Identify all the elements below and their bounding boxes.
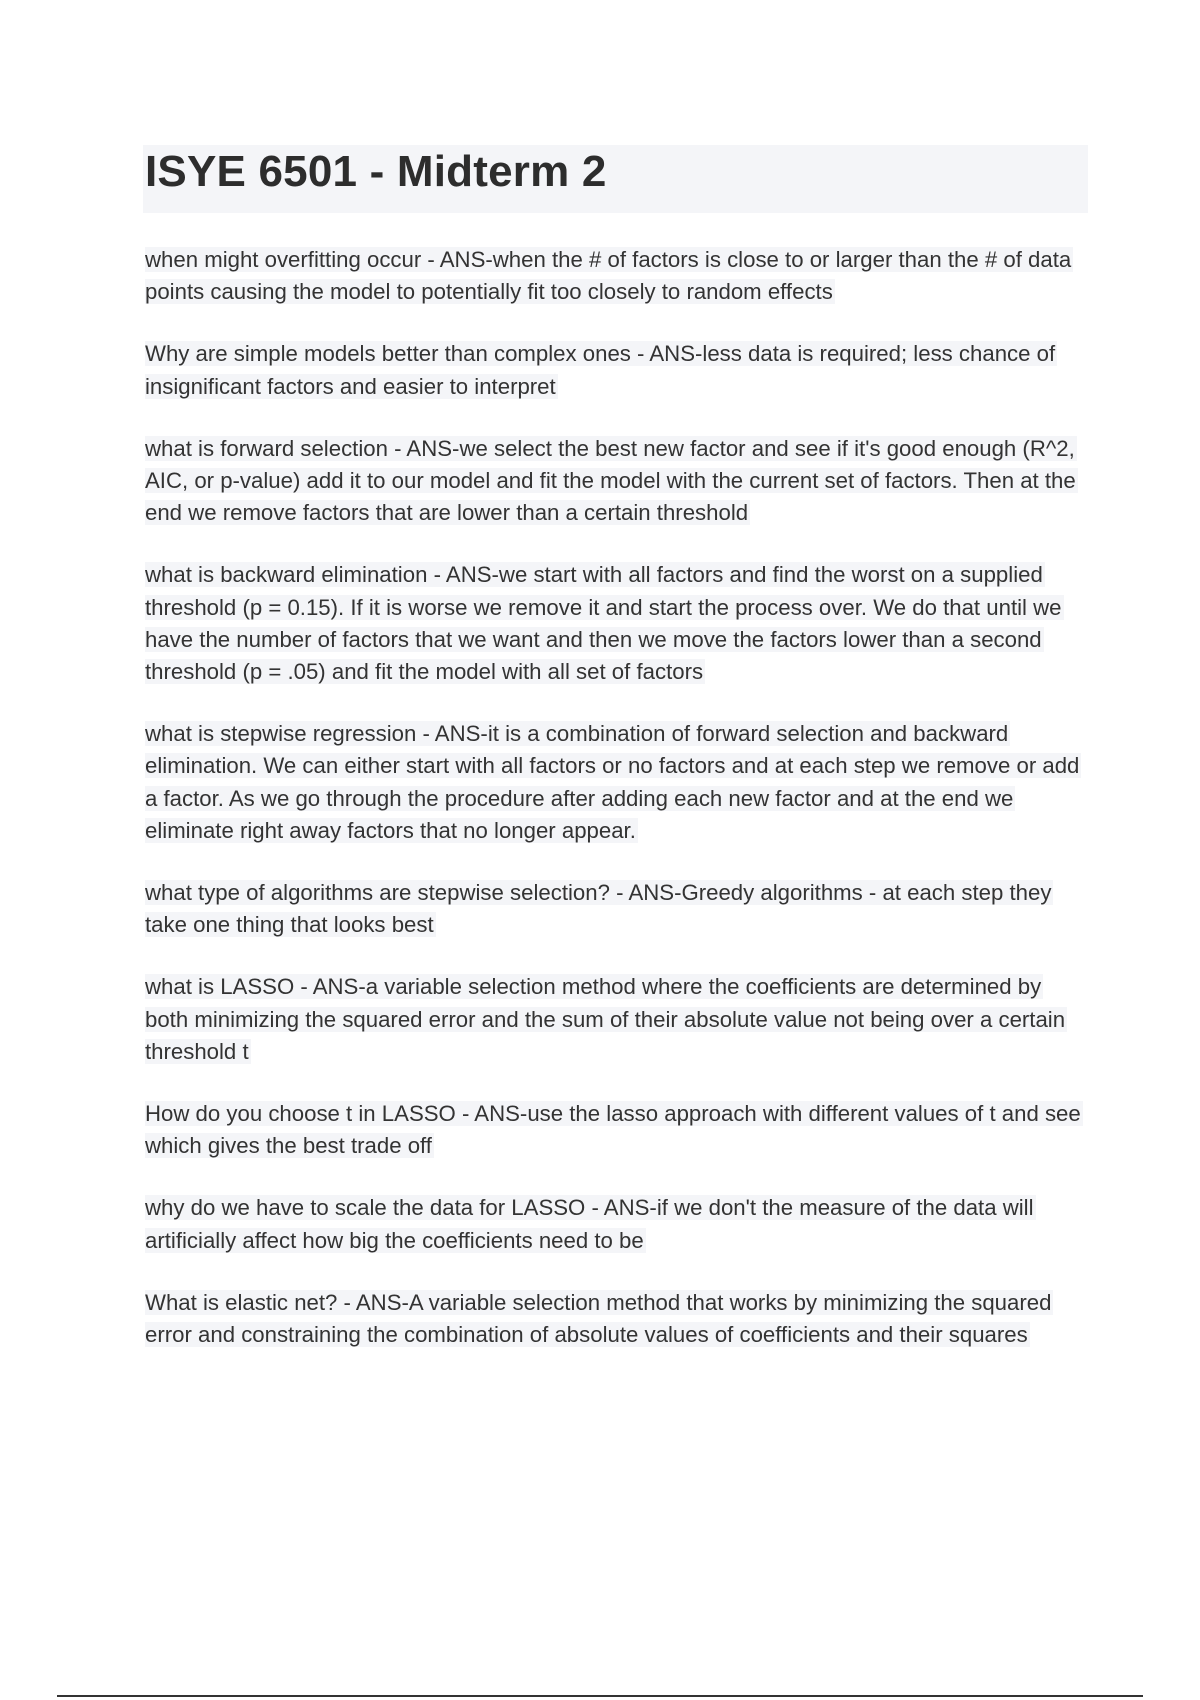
qa-item bbox=[145, 877, 1090, 941]
qa-item bbox=[145, 244, 1090, 308]
qa-separator: - ANS- bbox=[294, 974, 366, 1000]
qa-separator: - ANS- bbox=[455, 1101, 528, 1127]
qa-item bbox=[145, 1098, 1090, 1162]
footer-rule bbox=[57, 1695, 1143, 1697]
qa-question: Why are simple models better than complex ones bbox=[145, 341, 631, 367]
qa-separator: - ANS- bbox=[421, 247, 493, 272]
qa-answer: A variable selection method that works by minimizing the squared error and constraining the combination of absolute values of coefficients and their squares bbox=[145, 1289, 1052, 1348]
qa-item bbox=[145, 338, 1090, 402]
qa-question: what type of algorithms are stepwise selection? bbox=[145, 880, 610, 906]
qa-question: what is backward elimination bbox=[145, 562, 428, 588]
page-title: ISYE 6501 - Midterm 2 bbox=[145, 147, 607, 196]
qa-item bbox=[145, 1287, 1090, 1351]
qa-separator: - ANS- bbox=[609, 880, 682, 906]
qa-answer: we start with all factors and find the worst on a supplied threshold (p = 0.15). If it is worse we remove it and start the process over. We do that until we have the number of factors that we want and then we move the factors lower than a second threshold (p = .05) and fit the model with all set of factors bbox=[145, 562, 1062, 685]
qa-separator: - ANS- bbox=[337, 1289, 409, 1315]
qa-question: what is stepwise regression bbox=[145, 721, 417, 747]
qa-item bbox=[145, 718, 1090, 847]
qa-separator: - ANS- bbox=[387, 435, 460, 461]
qa-separator: - ANS- bbox=[416, 721, 488, 747]
qa-question: when might overfitting occur bbox=[145, 247, 422, 272]
qa-item bbox=[145, 971, 1090, 1068]
qa-answer: Greedy algorithms - at each step they take one thing that looks best bbox=[145, 880, 1052, 938]
qa-answer: less data is required; less chance of insignificant factors and easier to interpret bbox=[145, 341, 1056, 399]
qa-question: what is LASSO bbox=[145, 974, 295, 1000]
qa-separator: - ANS- bbox=[427, 562, 499, 588]
qa-question: why do we have to scale the data for LASSO bbox=[145, 1195, 586, 1221]
qa-answer: it is a combination of forward selection and backward elimination. We can either start with all factors or no factors and at each step we remove or add a factor. As we go through the procedure after adding each new factor and at the end we eliminate right away factors that no longer appear. bbox=[145, 721, 1080, 843]
qa-answer: we select the best new factor and see if it's good enough (R^2, AIC, or p-value) add it to our model and fit the model with the current set of factors. Then at the end we remove factors that are lower than a certain threshold bbox=[145, 435, 1076, 526]
qa-separator: - ANS- bbox=[630, 341, 703, 367]
qa-answer: a variable selection method where the coefficients are determined by both minimizing the squared error and the sum of their absolute value not being over a certain threshold t bbox=[145, 974, 1066, 1064]
qa-question: What is elastic net? bbox=[145, 1289, 338, 1315]
qa-answer: when the # of factors is close to or larger than the # of data points causing the model to potentially fit too closely to random effects bbox=[145, 247, 1072, 305]
qa-list bbox=[145, 244, 1090, 1381]
qa-question: what is forward selection bbox=[145, 435, 388, 461]
qa-item bbox=[145, 1192, 1090, 1256]
qa-question: How do you choose t in LASSO bbox=[145, 1101, 456, 1127]
qa-answer: use the lasso approach with different values of t and see which gives the best trade off bbox=[145, 1101, 1081, 1159]
qa-answer: if we don't the measure of the data will artificially affect how big the coefficients need to be bbox=[145, 1195, 1034, 1253]
qa-item bbox=[145, 433, 1090, 530]
qa-separator: - ANS- bbox=[585, 1195, 657, 1221]
qa-item bbox=[145, 559, 1090, 688]
